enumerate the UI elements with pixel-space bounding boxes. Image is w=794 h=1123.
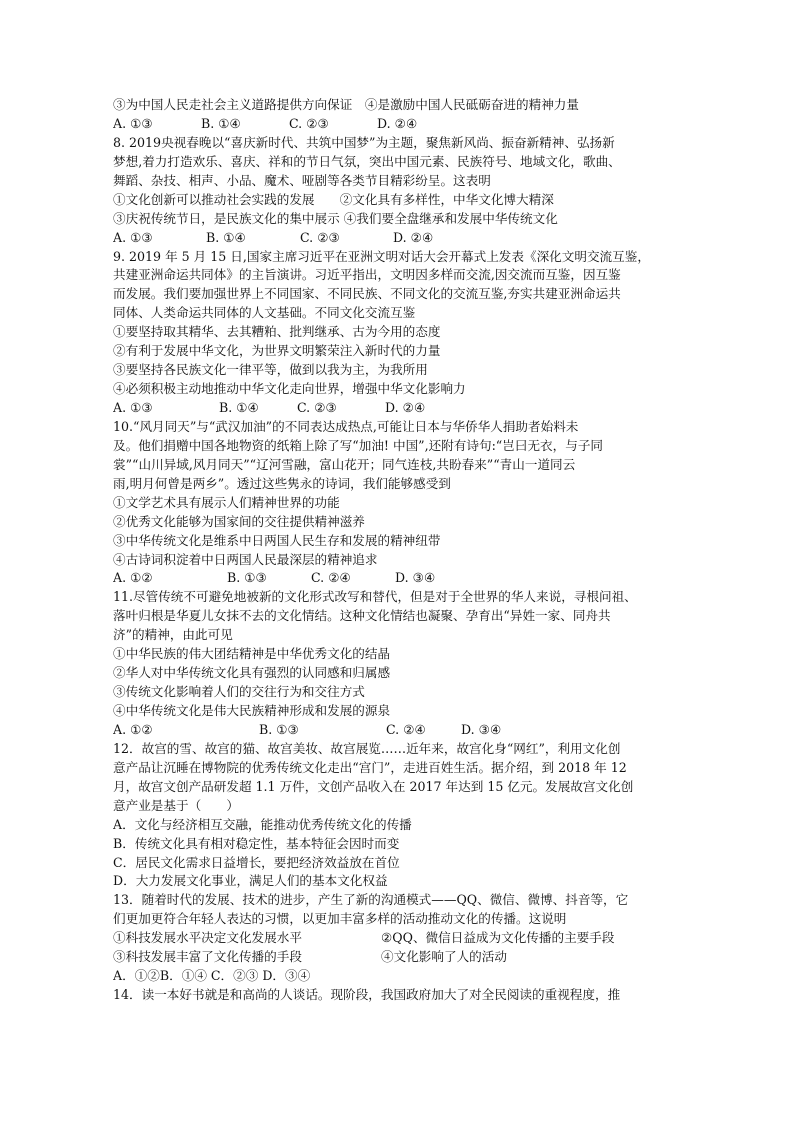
q10-option-line: ①文学艺术具有展示人们精神世界的功能	[113, 494, 340, 510]
choice-d: D. ③④	[395, 570, 436, 586]
choice-b: B. ①④	[201, 115, 241, 131]
choice-b: B. ①④	[219, 400, 259, 415]
choice-c: C. ②③	[297, 400, 337, 415]
q9-stem-line: 共建亚洲命运共同体》的主旨演讲。习近平指出，文明因多样而交流,因交流而互鉴，因互鉴	[113, 267, 621, 283]
choice-c: C. ②③	[289, 115, 329, 131]
q8-stem-line: 梦想,着力打造欢乐、喜庆、祥和的节日气氛，突出中国元素、民族符号、地域文化，歌曲、	[113, 153, 621, 169]
choice-c: C. ②③	[300, 229, 340, 245]
q10-stem-line: 10.“风月同天”与“武汉加油”的不同表达成热点,可能让日本与华侨华人捐助者始料未	[113, 418, 579, 434]
q13-option: ④文化影响了人的活动	[381, 949, 507, 965]
q8-stem-line: 8. 2019央视春晚以“喜庆新时代、共筑中国梦”为主题，聚焦新风尚、振奋新精神、弘扬新	[113, 134, 615, 150]
choice-b: B. ①④	[206, 229, 246, 245]
q13-option-row	[113, 929, 685, 948]
q11-option-line: ②华人对中华传统文化具有强烈的认同感和归属感	[113, 665, 391, 681]
q9-option-line: ①要坚持取其精华、去其糟粕、批判继承、古为今用的态度	[113, 324, 441, 340]
q9-stem-line: 9. 2019 年 5 月 15 日,国家主席习近平在亚洲文明对话大会开幕式上发表《深化文明交流互鉴，	[113, 248, 650, 264]
choice-a: A. ①③	[113, 115, 153, 131]
choice-a: A. ①②	[113, 570, 153, 586]
q13-stem-line: 13．随着时代的发展、技术的进步，产生了新的沟通模式——QQ、微信、微博、抖音等，它	[113, 892, 629, 908]
q9-stem-line: 同体、人类命运共同体的人文基础。不同文化交流互鉴	[113, 305, 416, 321]
q12-option-b: B．传统文化具有相对稳定性，基本特征会因时而变	[113, 835, 400, 851]
choice-a: A. ①③	[113, 229, 153, 245]
q10-stem-line: 裳”“山川异域,风月同天”“辽河雪融，富山花开；同气连枝,共盼春来”“青山一道同云	[113, 456, 576, 472]
q10-stem-line: 雨,明月何曾是两乡”。透过这些隽永的诗词，我们能够感受到	[113, 475, 451, 491]
choice-a: A. ①③	[113, 400, 153, 415]
choice-d: D. ②④	[385, 400, 426, 415]
q11-option-line: ④中华传统文化是伟大民族精神形成和发展的源泉	[113, 703, 391, 718]
q10-option-line: ②优秀文化能够为国家间的交往提供精神滋养	[113, 513, 365, 529]
q12-option-d: D．大力发展文化事业，满足人们的基本文化权益	[113, 873, 388, 889]
q12-stem-line: 意产业是基于（ ）	[113, 797, 239, 813]
q9-stem-line: 而发展。我们要加强世界上不同国家、不同民族、不同文化的交流互鉴,夯实共建亚洲命运共	[113, 286, 621, 302]
q13-stem-line: 们更加更符合年轻人表达的习惯，以更加丰富多样的活动推动文化的传播。这说明	[113, 911, 567, 927]
q13-option: ③科技发展丰富了文化传播的手段	[113, 949, 302, 965]
q10-stem-line: 及。他们捐赠中国各地物资的纸箱上除了写“加油! 中国”,还附有诗句:“岂曰无衣，与子同	[113, 437, 604, 453]
q12-option-c: C．居民文化需求日益增长，要把经济效益放在首位	[113, 854, 400, 870]
q9-option-line: ②有利于发展中华文化，为世界文明繁荣注入新时代的力量	[113, 343, 441, 359]
q9-option-line: ③要坚持各民族文化一律平等，做到以我为主，为我所用	[113, 362, 428, 378]
question-content	[113, 96, 685, 1005]
q11-stem-line: 济”的精神，由此可见	[113, 627, 233, 643]
q10-option-line: ③中华传统文化是维系中日两国人民生存和发展的精神纽带	[113, 532, 441, 548]
choice-d: D. ②④	[393, 229, 434, 245]
q13-option: ②QQ、微信日益成为文化传播的主要手段	[381, 930, 615, 946]
q11-option-line: ③传统文化影响着人们的交往行为和交往方式	[113, 684, 365, 700]
q11-stem-line: 落叶归根是华夏儿女抹不去的文化情结。这种文化情结也凝聚、孕育出“异姓一家、同舟共	[113, 608, 611, 624]
choice-d: D. ③④	[461, 721, 502, 737]
q11-answer-choices	[113, 721, 685, 740]
q8-option-line: ①文化创新可以推动社会实践的发展 ②文化具有多样性，中华文化博大精深	[113, 191, 554, 207]
choice-c: C. ②④	[311, 570, 351, 586]
choice-b: B. ①③	[259, 721, 299, 737]
q9-option-line: ④必须积极主动地推动中华文化走向世界，增强中华文化影响力	[113, 381, 466, 397]
choice-d: D. ②④	[377, 115, 418, 131]
q8-answer-choices	[113, 229, 685, 248]
q7-answer-choices	[113, 115, 685, 134]
q11-option-line: ①中华民族的伟大团结精神是中华优秀文化的结晶	[113, 646, 391, 662]
q12-stem-line: 12．故宫的雪、故宫的猫、故宫美妆、故宫展览……近年来，故宫化身“网红”，利用文化创	[113, 740, 621, 756]
q9-answer-choices	[113, 399, 685, 418]
q8-stem-line: 舞蹈、杂技、相声、小品、魔术、哑剧等各类节目精彩纷呈。这表明	[113, 172, 491, 188]
choice-b: B. ①③	[227, 570, 267, 586]
q7-option-line: ③为中国人民走社会主义道路提供方向保证 ④是激励中国人民砥砺奋进的精神力量	[113, 97, 579, 112]
choice-a: A. ①②	[113, 721, 153, 737]
q14-stem-line: 14．读一本好书就是和高尚的人谈话。现阶段，我国政府加大了对全民阅读的重视程度，推	[113, 987, 621, 1003]
q13-answer-choices: A．①②B．①④ C．②③ D．③④	[113, 968, 311, 984]
q13-option-row	[113, 948, 685, 967]
q10-option-line: ④古诗词积淀着中日两国人民最深层的精神追求	[113, 551, 378, 567]
q8-option-line: ③庆祝传统节日，是民族文化的集中展示 ④我们要全盘继承和发展中华传统文化	[113, 210, 558, 226]
q10-answer-choices	[113, 569, 685, 588]
q13-option: ①科技发展水平决定文化发展水平	[113, 930, 302, 946]
q12-stem-line: 月，故宫文创产品研发超 1.1 万件，文创产品收入在 2017 年达到 15 亿元。发展故宫文化创	[113, 778, 634, 794]
q12-option-a: A．文化与经济相互交融，能推动优秀传统文化的传播	[113, 816, 412, 832]
choice-c: C. ②④	[386, 721, 426, 737]
q11-stem-line: 11.尽管传统不可避免地被新的文化形式改写和替代，但是对于全世界的华人来说，寻根问祖、	[113, 589, 637, 605]
q12-stem-line: 意产品让沉睡在博物院的优秀传统文化走出“宫门”，走进百姓生活。据介绍，到 2018 年 12	[113, 759, 627, 775]
